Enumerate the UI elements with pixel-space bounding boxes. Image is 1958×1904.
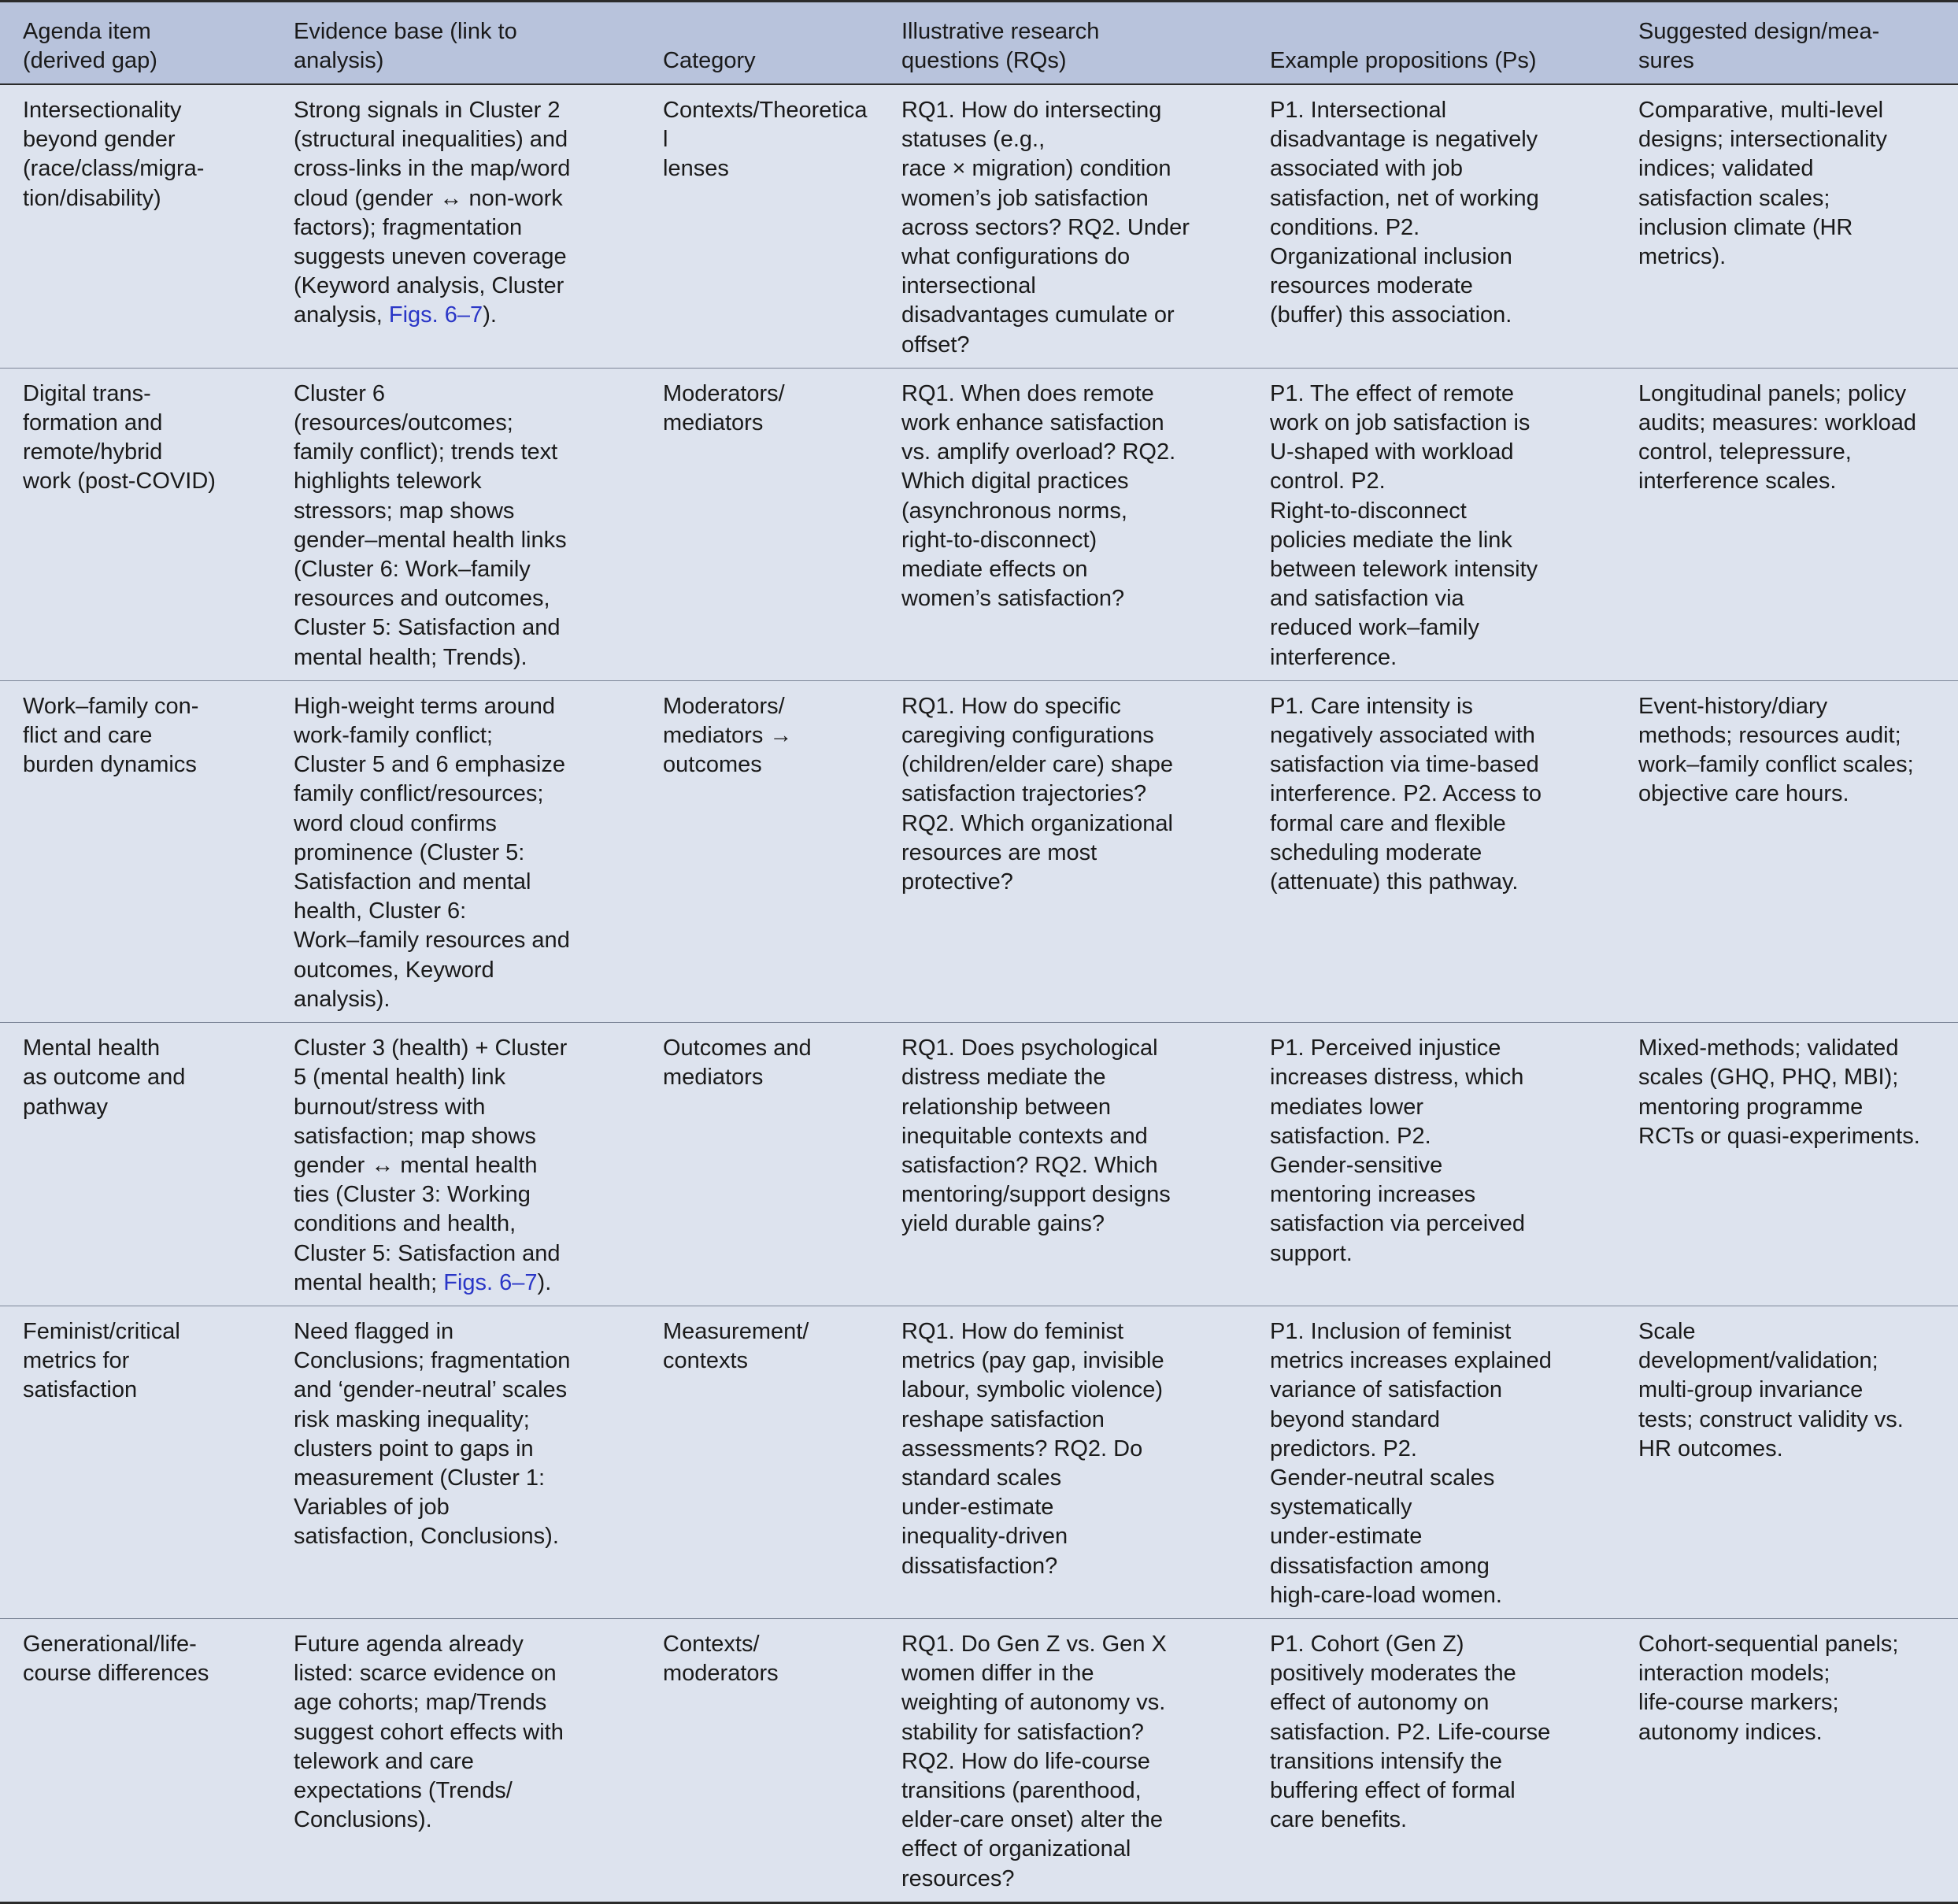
cell-category: Contexts/ moderators [663,1631,779,1687]
table-row [0,368,1958,680]
cell-category: Outcomes and mediators [663,1035,812,1091]
figure-link[interactable]: Figs. 6–7 [443,1269,538,1295]
cell-propositions: P1. Care intensity is negatively associated with satisfaction via time-based interference. P2. Access to formal care and flexible scheduling moderate (attenuate) this pathway. [1270,693,1542,895]
cell-propositions: P1. Intersectional disadvantage is negatively associated with job satisfaction, net of working conditions. P2. Organizational inclusion resources moderate (buffer) this association. [1270,98,1539,328]
cell-agenda: Feminist/critical metrics for satisfaction [23,1318,180,1403]
cell-design: Scale development/validation; multi-group invariance tests; construct validity vs. HR outcomes. [1638,1318,1904,1461]
table-row [0,680,1958,1022]
table-row [0,84,1958,368]
cell-design: Event-history/diary methods; resources audit; work–family conflict scales; objective care hours. [1638,693,1914,807]
cell-agenda: Mental health as outcome and pathway [23,1035,186,1120]
header-propositions: Example propositions (Ps) [1270,47,1537,73]
cell-category: Moderators/ mediators → outcomes [663,693,793,778]
table-row [0,1306,1958,1618]
table-header-row [0,2,1958,85]
cell-agenda: Work–family con- flict and care burden dynamics [23,693,199,778]
cell-category: Measurement/ contexts [663,1318,809,1374]
cell-agenda: Intersectionality beyond gender (race/class/migra- tion/disability) [23,98,205,211]
cell-evidence [271,1023,640,1306]
header-research-questions: Illustrative research questions (RQs) [901,18,1100,73]
cell-propositions: P1. Perceived injustice increases distress, which mediates lower satisfaction. P2. Gender-sensitive mentoring increases satisfaction via perceived support. [1270,1035,1525,1266]
cell-research-questions: RQ1. How do specific caregiving configurations (children/elder care) shape satisfaction trajectories? RQ2. Which organizational resources are most protective? [901,693,1173,895]
header-category: Category [663,47,756,73]
evidence-text: Cluster 3 (health) + Cluster 5 (mental health) link burnout/stress with satisfaction; map shows gender ↔ mental health ties (Cluster 3: Working conditions and health, Cluster 5: Satisfaction and mental health; [294,1035,568,1295]
cell-research-questions: RQ1. How do feminist metrics (pay gap, invisible labour, symbolic violence) reshape satisfaction assessments? RQ2. Do standard scales under-estimate inequality-driven dissatisfaction? [901,1318,1164,1579]
cell-evidence: High-weight terms around work-family conflict; Cluster 5 and 6 emphasize family conflict/resources; word cloud confirms prominence (Cluster 5: Satisfaction and mental health, Cluster 6: Work–family resources and outcomes, Keyword analysis). [294,693,570,1012]
cell-design: Comparative, multi-level designs; intersectionality indices; validated satisfaction scales; inclusion climate (HR metrics). [1638,98,1887,270]
table-row [0,1023,1958,1306]
cell-category: Contexts/Theoretical lenses [663,98,868,182]
cell-evidence: Future agenda already listed: scarce evidence on age cohorts; map/Trends suggest cohort effects with telework and care expectations (Trends/ Conclusions). [294,1631,564,1833]
cell-research-questions: RQ1. Do Gen Z vs. Gen X women differ in the weighting of autonomy vs. stability for satisfaction? RQ2. How do life-course transitions (parenthood, elder-care onset) alter the effect of organizational resources? [901,1631,1167,1891]
cell-propositions: P1. Inclusion of feminist metrics increases explained variance of satisfaction beyond standard predictors. P2. Gender-neutral scales systematically under-estimate dissatisfaction among high-care-load women. [1270,1318,1552,1608]
cell-design: Cohort-sequential panels; interaction models; life-course markers; autonomy indices. [1638,1631,1899,1745]
header-agenda-item: Agenda item (derived gap) [23,18,157,73]
figure-link[interactable]: Figs. 6–7 [388,302,483,328]
cell-design: Mixed-methods; validated scales (GHQ, PHQ, MBI); mentoring programme RCTs or quasi-experiments. [1638,1035,1920,1149]
cell-research-questions: RQ1. How do intersecting statuses (e.g., race × migration) condition women’s job satisfaction across sectors? RQ2. Under what configurations do intersectional disadvantages cumulate or offset? [901,98,1190,357]
cell-category: Moderators/ mediators [663,380,785,436]
cell-evidence: Cluster 6 (resources/outcomes; family conflict); trends text highlights telework stressors; map shows gender–mental health links (Cluster 6: Work–family resources and outcomes, Cluster 5: Satisfaction and mental health; Trends). [294,380,567,670]
cell-design: Longitudinal panels; policy audits; measures: workload control, telepressure, interference scales. [1638,380,1916,495]
cell-propositions: P1. The effect of remote work on job satisfaction is U-shaped with workload control. P2. Right-to-disconnect policies mediate the link between telework intensity and satisfaction via reduced work–family interference. [1270,380,1538,670]
table-row [0,1618,1958,1902]
evidence-text-end: ). [537,1269,552,1295]
header-evidence-base: Evidence base (link to analysis) [294,18,517,73]
cell-propositions: P1. Cohort (Gen Z) positively moderates the effect of autonomy on satisfaction. P2. Life-course transitions intensify the buffering effect of formal care benefits. [1270,1631,1551,1833]
cell-research-questions: RQ1. Does psychological distress mediate the relationship between inequitable contexts and satisfaction? RQ2. Which mentoring/support designs yield durable gains? [901,1035,1171,1237]
evidence-text-end: ). [483,302,497,328]
evidence-text: Strong signals in Cluster 2 (structural inequalities) and cross-links in the map/word cloud (gender ↔ non-work factors); fragmentation suggests uneven coverage (Keyword analysis, Cluster analysis, [294,98,571,328]
cell-evidence: Need flagged in Conclusions; fragmentation and ‘gender-neutral’ scales risk masking inequality; clusters point to gaps in measurement (Cluster 1: Variables of job satisfaction, Conclusions). [294,1318,571,1550]
cell-evidence [271,84,640,368]
cell-agenda: Digital trans- formation and remote/hybrid work (post-COVID) [23,380,216,495]
cell-research-questions: RQ1. When does remote work enhance satisfaction vs. amplify overload? RQ2. Which digital practices (asynchronous norms, right-to-disconnect) mediate effects on women’s satisfaction? [901,380,1176,612]
cell-agenda: Generational/life- course differences [23,1631,209,1687]
header-design-measures: Suggested design/mea- sures [1638,18,1880,73]
